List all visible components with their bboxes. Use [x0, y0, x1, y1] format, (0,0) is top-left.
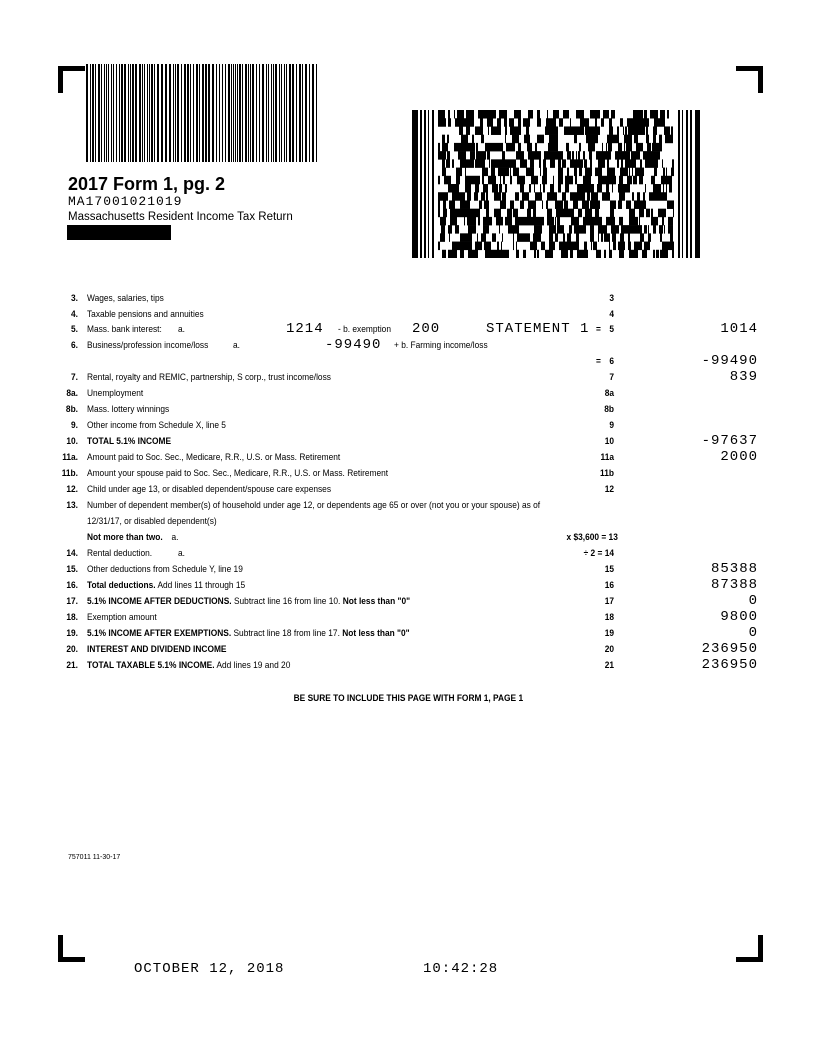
line-box-label: ÷ 2 = 14: [583, 548, 614, 559]
line5-equals: =: [596, 324, 601, 335]
line-description: Mass. lottery winnings: [87, 404, 170, 415]
line5-exemption-label: - b. exemption: [338, 324, 391, 335]
line-description: Amount paid to Soc. Sec., Medicare, R.R., U.S. or Mass. Retirement: [87, 452, 341, 463]
line6-a-label: a.: [233, 340, 240, 351]
line-description: 12/31/17, or disabled dependent(s): [87, 516, 217, 527]
line-description: Exemption amount: [87, 612, 157, 623]
line-box-label: 19: [604, 628, 614, 639]
line-value: 1014: [720, 321, 758, 337]
line-value: 839: [729, 369, 758, 385]
line-box-label: 10: [604, 436, 614, 447]
line-description: Other income from Schedule X, line 5: [87, 420, 226, 431]
line-description: Mass. bank interest:: [87, 324, 162, 335]
line-number: 9.: [71, 420, 78, 431]
line5-a-value: 1214: [286, 321, 324, 337]
line-number: 6.: [71, 340, 78, 351]
line-description: Business/profession income/loss: [87, 340, 209, 351]
line-box-label: 17: [604, 596, 614, 607]
line-description: Not more than two. a.: [87, 532, 179, 543]
line-value: 0: [748, 625, 758, 641]
line-description: Number of dependent member(s) of household under age 12, or dependents age 65 or over (not you or your spouse) as of: [87, 500, 541, 511]
line-description: INTEREST AND DIVIDEND INCOME: [87, 644, 227, 655]
line6-equals: =: [596, 356, 601, 367]
line-box-label: 20: [604, 644, 614, 655]
line6-a-value: -99490: [325, 337, 382, 353]
line-box-label: 11b: [600, 468, 614, 479]
line-description: Amount your spouse paid to Soc. Sec., Medicare, R.R., U.S. or Mass. Retirement: [87, 468, 389, 479]
line-number: 7.: [71, 372, 78, 383]
line-value: 85388: [710, 561, 758, 577]
line-number: 8a.: [66, 388, 78, 399]
line6-farming-label: + b. Farming income/loss: [394, 340, 488, 351]
line-number: 11a.: [62, 452, 78, 463]
crop-mark-bottom-left: [58, 935, 85, 962]
line-description: Unemployment: [87, 388, 144, 399]
line-description: Rental deduction.: [87, 548, 153, 559]
line-description: Total deductions. Add lines 11 through 15: [87, 580, 246, 591]
line-box-label: 4: [609, 309, 614, 320]
line-number: 18.: [66, 612, 78, 623]
line-description: 5.1% INCOME AFTER EXEMPTIONS. Subtract line 18 from line 17. Not less than "0": [87, 628, 410, 639]
line-value: 9800: [720, 609, 758, 625]
line-value: 236950: [701, 641, 758, 657]
redaction-bar: [67, 225, 171, 240]
include-page-note: BE SURE TO INCLUDE THIS PAGE WITH FORM 1, PAGE 1: [293, 693, 523, 704]
line-box-label: 6: [609, 356, 614, 367]
line-box-label: 18: [604, 612, 614, 623]
line-value: 0: [748, 593, 758, 609]
print-date: OCTOBER 12, 2018: [134, 961, 285, 977]
line-number: 20.: [66, 644, 78, 655]
line-value: -99490: [701, 353, 758, 369]
line-number: 21.: [66, 660, 78, 671]
line-box-label: x $3,600 = 13: [566, 532, 618, 543]
line-number: 11b.: [61, 468, 78, 479]
line-value: 87388: [710, 577, 758, 593]
line-description: TOTAL TAXABLE 5.1% INCOME. Add lines 19 and 20: [87, 660, 291, 671]
line-description: Child under age 13, or disabled dependent/spouse care expenses: [87, 484, 332, 495]
line-description: Wages, salaries, tips: [87, 293, 164, 304]
form-subtitle: Massachusetts Resident Income Tax Return: [68, 211, 293, 223]
line-box-label: 21: [604, 660, 614, 671]
line-number: 3.: [71, 293, 78, 304]
crop-mark-top-right: [736, 66, 763, 93]
line-description: Other deductions from Schedule Y, line 19: [87, 564, 243, 575]
line-number: 15.: [66, 564, 78, 575]
line-description: 5.1% INCOME AFTER DEDUCTIONS. Subtract line 16 from line 10. Not less than "0": [87, 596, 411, 607]
form-id: MA17001021019: [68, 194, 183, 209]
line-number: 19.: [66, 628, 78, 639]
line-number: 13.: [66, 500, 78, 511]
line-box-label: 9: [609, 420, 614, 431]
line-value: -97637: [701, 433, 758, 449]
line5-exemption-value: 200: [412, 321, 441, 337]
line5-a-label: a.: [178, 324, 185, 335]
line-box-label: 5: [609, 324, 614, 335]
form-title: 2017 Form 1, pg. 2: [68, 174, 226, 194]
line-box-label: 8b: [604, 404, 614, 415]
line-box-label: 11a: [600, 452, 614, 463]
line-box-label: 12: [604, 484, 614, 495]
line-box-label: 7: [609, 372, 614, 383]
line-box-label: 3: [609, 293, 614, 304]
form-code: 757011 11-30-17: [68, 854, 121, 861]
line5-statement: STATEMENT 1: [486, 321, 590, 337]
pdf417-barcode: [412, 110, 702, 258]
line-box-label: 16: [604, 580, 614, 591]
line-box-label: 8a: [604, 388, 614, 399]
line-number: 10.: [66, 436, 78, 447]
line-number: 14.: [66, 548, 78, 559]
line-number: 12.: [66, 484, 78, 495]
line14-a-label: a.: [178, 548, 185, 559]
line-value: 2000: [720, 449, 758, 465]
print-time: 10:42:28: [423, 961, 499, 977]
line-description: Taxable pensions and annuities: [87, 309, 204, 320]
line-number: 8b.: [65, 404, 78, 415]
line-description: TOTAL 5.1% INCOME: [87, 436, 172, 447]
line-number: 17.: [66, 596, 78, 607]
line-description: Rental, royalty and REMIC, partnership, S corp., trust income/loss: [87, 372, 331, 383]
line-number: 4.: [71, 309, 78, 320]
crop-mark-bottom-right: [736, 935, 763, 962]
line-box-label: 15: [604, 564, 614, 575]
crop-mark-top-left: [58, 66, 85, 93]
line-number: 16.: [66, 580, 78, 591]
line-value: 236950: [701, 657, 758, 673]
linear-barcode: [86, 64, 318, 162]
line-number: 5.: [71, 324, 78, 335]
